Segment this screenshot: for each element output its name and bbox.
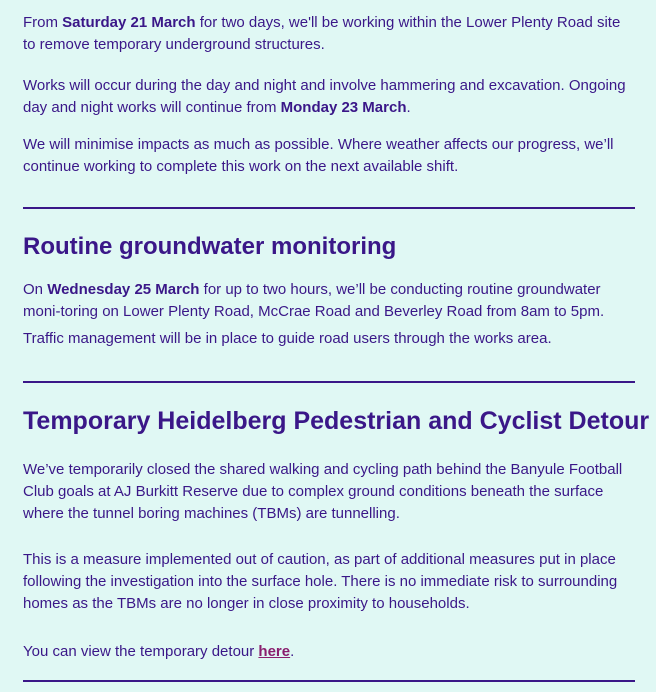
detour-paragraph-1: We’ve temporarily closed the shared walking and cycling path behind the Banyule Football Club goals at AJ Burkitt Reserve due to complex ground conditions beneath the surface where the tunnel boring machines (TBMs) are tunnelling. [23, 461, 623, 522]
text: for up to two hours, we’ll be conducting routine groundwater moni-toring on Lower Plenty Road, McCrae Road and Beverley Road from 8am to 5pm. [23, 281, 605, 320]
section-divider [23, 680, 635, 682]
detour-heading: Temporary Heidelberg Pedestrian and Cyclist Detour [23, 407, 650, 435]
section-divider [23, 207, 635, 209]
groundwater-paragraph [23, 279, 635, 323]
traffic-paragraph: Traffic management will be in place to guide road users through the works area. [23, 330, 552, 347]
works-details-paragraph [23, 75, 635, 119]
text: . [290, 643, 295, 660]
groundwater-heading: Routine groundwater monitoring [23, 233, 397, 260]
detour-paragraph-3 [23, 641, 635, 663]
detour-paragraph-2: This is a measure implemented out of caution, as part of additional measures put in place following the investigation into the surface hole. There is no immediate risk to surrounding homes as the TBMs are no longer in close proximity to households. [23, 551, 618, 612]
text: . [406, 99, 411, 116]
date-highlight: Saturday 21 March [62, 14, 196, 31]
date-highlight: Wednesday 25 March [47, 281, 200, 298]
text: Works will occur during the day and night and involve hammering and excavation. Ongoing day and night works will continue from [23, 77, 626, 116]
works-intro-paragraph [23, 12, 635, 56]
text: On [23, 281, 48, 298]
impact-paragraph: We will minimise impacts as much as possible. Where weather affects our progress, we’ll continue working to complete this work on the next available shift. [23, 136, 614, 175]
section-divider [23, 381, 635, 383]
detour-link[interactable]: here [258, 643, 291, 660]
date-highlight: Monday 23 March [280, 99, 407, 116]
text: You can view the temporary detour [23, 643, 259, 660]
text: for two days, we'll be working within the Lower Plenty Road site to remove temporary underground structures. [23, 14, 621, 53]
text: From [23, 14, 63, 31]
